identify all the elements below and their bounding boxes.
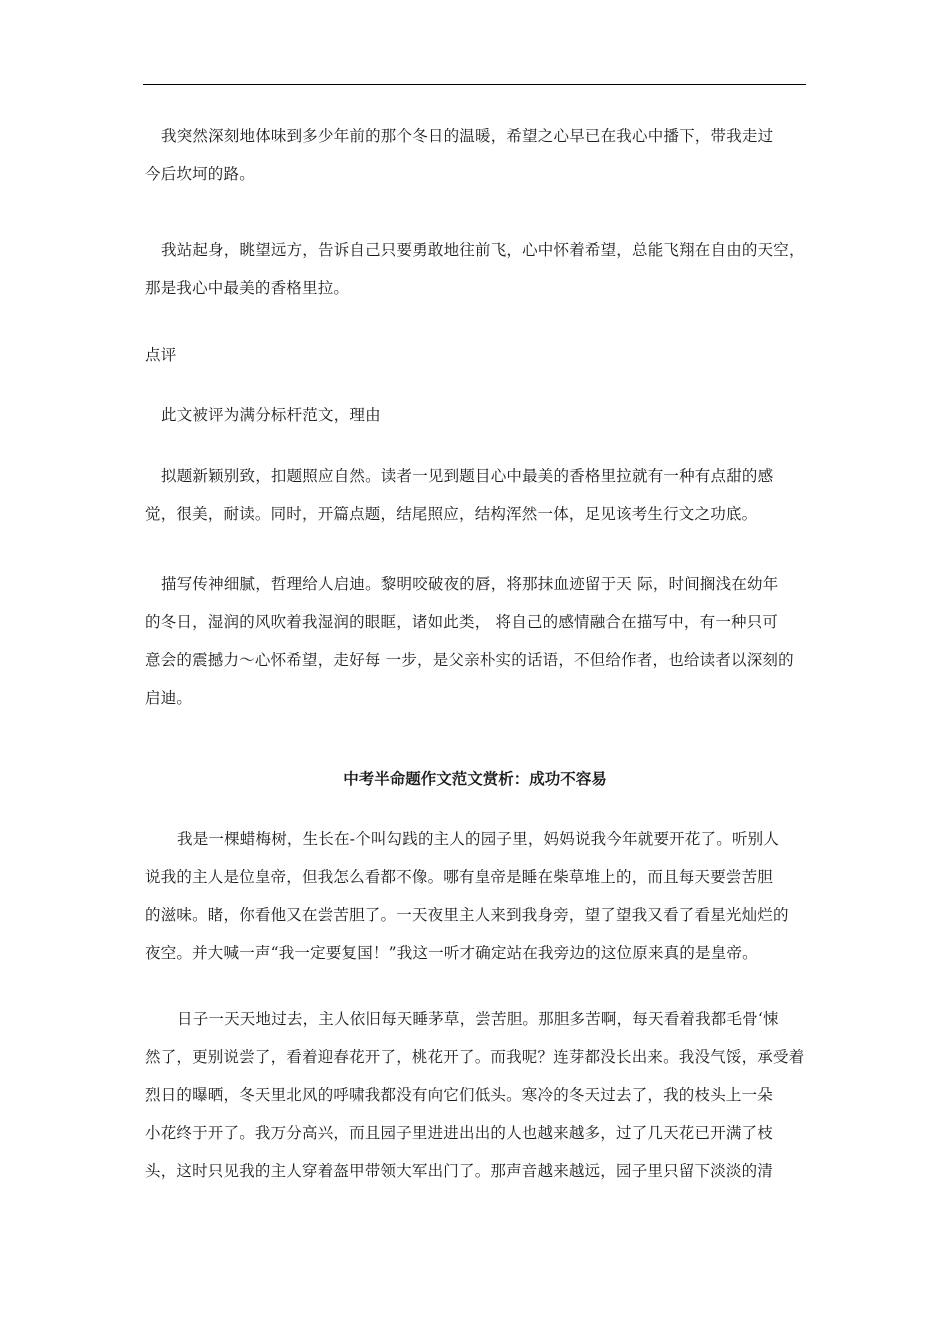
text-line: 启迪。	[145, 689, 193, 707]
paragraph-plum-tree	[145, 820, 815, 972]
text-line: 然了，更别说尝了，看着迎春花开了，桃花开了。而我呢？连芽都没长出来。我没气馁，承受着	[145, 1048, 805, 1066]
text-line: 那是我心中最美的香格里拉。	[145, 279, 350, 297]
section-label-review	[145, 336, 815, 374]
text-line: 描写传神细腻，哲理给人启迪。黎明咬破夜的唇，将那抹血迹留于天 际，时间搁浅在幼年	[161, 575, 779, 593]
text-line: 我突然深刻地体味到多少年前的那个冬日的温暖，希望之心早已在我心中播下，带我走过	[161, 127, 774, 145]
paragraph-days-pass	[145, 1000, 815, 1190]
paragraph-shangri-la	[145, 231, 815, 307]
text-line: 觉，很美，耐读。同时，开篇点题，结尾照应，结构浑然一体，足见该考生行文之功底。	[145, 505, 758, 523]
text-line: 意会的震撼力～心怀希望，走好每 一步，是父亲朴实的话语，不但给作者，也给读者以深刻的	[145, 651, 794, 669]
text-line: 日子一天天地过去，主人依旧每天睡茅草，尝苦胆。那胆多苦啊，每天看着我都毛骨‘悚	[177, 1010, 779, 1028]
text-line: 的冬日，湿润的风吹着我湿润的眼眶，诸如此类， 将自己的感情融合在描写中，有一种只可	[145, 613, 779, 631]
header-rule	[143, 84, 806, 85]
essay-heading: 中考半命题作文范文赏析：成功不容易	[343, 769, 607, 788]
paragraph-review-title	[145, 457, 815, 533]
text-line: 拟题新颖别致，扣题照应自然。读者一见到题目心中最美的香格里拉就有一种有点甜的感	[161, 467, 774, 485]
text-line: 点评	[145, 346, 177, 364]
paragraph-review-description	[145, 565, 815, 717]
text-line: 夜空。并大喊一声“我一定要复国！”我这一听才确定站在我旁边的这位原来真的是皇帝。	[145, 944, 758, 962]
text-line: 头，这时只见我的主人穿着盔甲带领大军出门了。那声音越来越远，园子里只留下淡淡的清	[145, 1162, 774, 1180]
text-line: 我是一棵蜡梅树，生长在-个叫勾践的主人的园子里，妈妈说我今年就要开花了。听别人	[177, 830, 780, 848]
paragraph-review-intro	[145, 396, 815, 434]
text-line: 今后坎坷的路。	[145, 165, 255, 183]
text-line: 说我的主人是位皇帝，但我怎么看都不像。哪有皇帝是睡在柴草堆上的，而且每天要尝苦胆	[145, 868, 774, 886]
text-line: 我站起身，眺望远方，告诉自己只要勇敢地往前飞，心中怀着希望，总能飞翔在自由的天空，	[161, 241, 805, 259]
paragraph-winter-warmth	[145, 117, 815, 193]
text-line: 此文被评为满分标杆范文，理由	[161, 406, 381, 424]
text-line: 小花终于开了。我万分高兴，而且园子里进进出出的人也越来越多，过了几天花已开满了枝	[145, 1124, 774, 1142]
text-line: 烈日的曝晒，冬天里北风的呼啸我都没有向它们低头。寒冷的冬天过去了，我的枝头上一朵	[145, 1086, 774, 1104]
text-line: 的滋味。睹，你看他又在尝苦胆了。一天夜里主人来到我身旁，望了望我又看了看星光灿烂的	[145, 906, 789, 924]
